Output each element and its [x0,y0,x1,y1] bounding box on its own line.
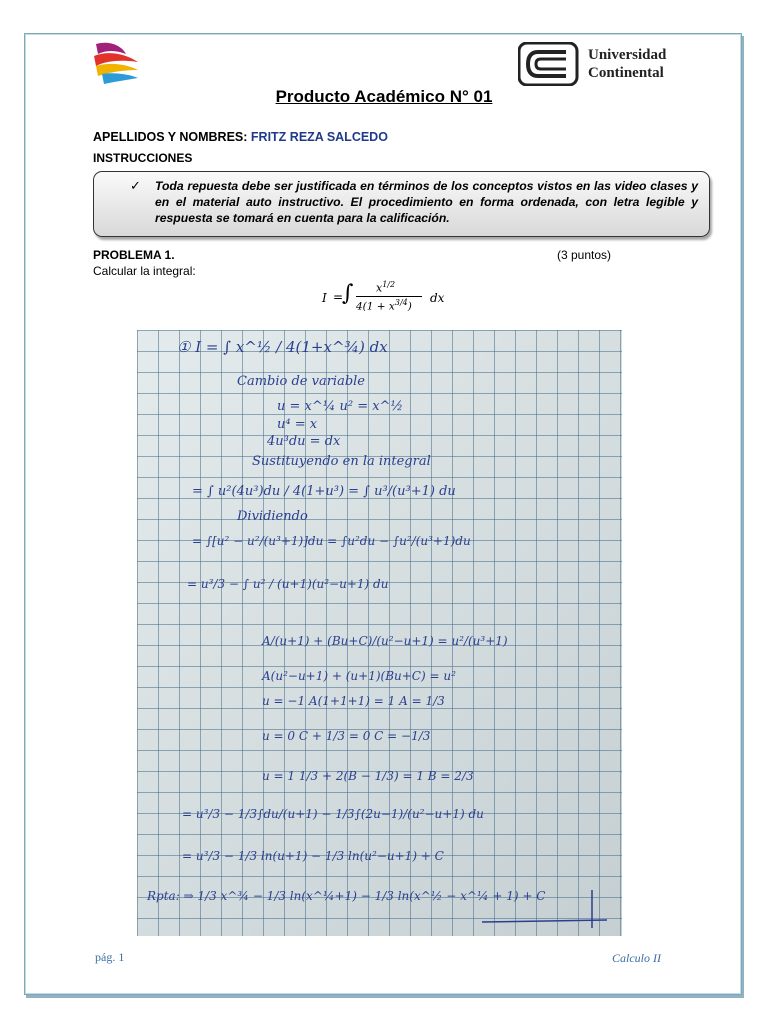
handwritten-line: = u³/3 − 1/3 ln(u+1) − 1/3 ln(u²−u+1) + C [182,849,444,863]
student-names-label: APELLIDOS Y NOMBRES: [93,130,248,144]
handwritten-line: Dividiendo [237,509,308,524]
integral-sign: ∫ [342,281,354,306]
handwritten-line: Cambio de variable [237,374,366,389]
formula-equals: = [333,290,344,304]
student-name-value: FRITZ REZA SALCEDO [250,130,388,144]
handwritten-line: = ∫ u²(4u³)du / 4(1+u³) = ∫ u³/(u³+1) du [192,484,456,499]
checkmark-icon: ✓ [130,178,141,193]
instructions-text: Toda repuesta debe ser justificada en términos de los conceptos vistos en las video clases y en el material auto instructivo. El procedimiento en forma ordenada, con letra legible y respuesta se tomará en cuenta para la calificación. [155,179,698,225]
page-number: pág. 1 [95,950,125,964]
handwritten-line: = u³/3 − ∫ u² / (u+1)(u²−u+1) du [187,577,389,591]
handwritten-line: u⁴ = x [277,417,318,432]
handwritten-line: u = x^¼ u² = x^½ [277,399,404,414]
formula-lhs: I [322,291,327,305]
instructions-heading: INSTRUCCIONES [93,151,193,165]
formula-denominator: $4(1 + x^{3/4})$ [356,298,412,313]
handwritten-line: Sustituyendo en la integral [252,454,431,469]
handwritten-line: ① I = ∫ x^½ / 4(1+x^¾) dx [177,338,388,356]
handwritten-line: Rpta: ⇒ 1/3 x^¾ − 1/3 ln(x^¼+1) − 1/3 ln(x^½ − x^¼ + 1) + C [147,889,546,903]
university-name [588,46,666,82]
university-logo [518,42,683,86]
handwritten-line: u = 0 C + 1/3 = 0 C = −1/3 [262,729,431,743]
handwritten-line: = ∫[u² − u²/(u³+1)]du = ∫u²du − ∫u²/(u³+1)du [192,534,471,548]
handwritten-line: u = −1 A(1+1+1) = 1 A = 1/3 [262,694,445,708]
handwritten-line: A(u²−u+1) + (u+1)(Bu+C) = u² [262,669,456,683]
university-name-line2: Continental [588,65,664,81]
student-names-row [93,130,388,144]
instructions-box [93,171,710,237]
handwriting-layer [137,330,622,936]
handwritten-line: = u³/3 − 1/3∫du/(u+1) − 1/3∫(2u−1)/(u²−u+1) du [182,807,484,821]
course-name: Calculo II [612,951,661,965]
university-name-line1: Universidad [588,47,667,63]
document-title: Producto Académico N° 01 [275,87,493,106]
handwritten-line: A/(u+1) + (Bu+C)/(u²−u+1) = u²/(u³+1) [262,634,508,648]
fraction-bar [356,296,422,297]
university-emblem-icon [518,42,580,86]
handwritten-solution-photo [137,330,622,936]
formula-dx: dx [430,291,445,305]
handwritten-line: 4u³du = dx [267,434,341,449]
brand-logo-icon [92,40,142,84]
problem-heading: PROBLEMA 1. [93,248,175,262]
problem-prompt: Calcular la integral: [93,264,196,278]
formula-numerator: $x^{1/2}$ [376,280,396,295]
integral-formula [318,280,458,316]
handwritten-line: u = 1 1/3 + 2(B − 1/3) = 1 B = 2/3 [262,769,474,783]
problem-points: (3 puntos) [557,248,612,262]
